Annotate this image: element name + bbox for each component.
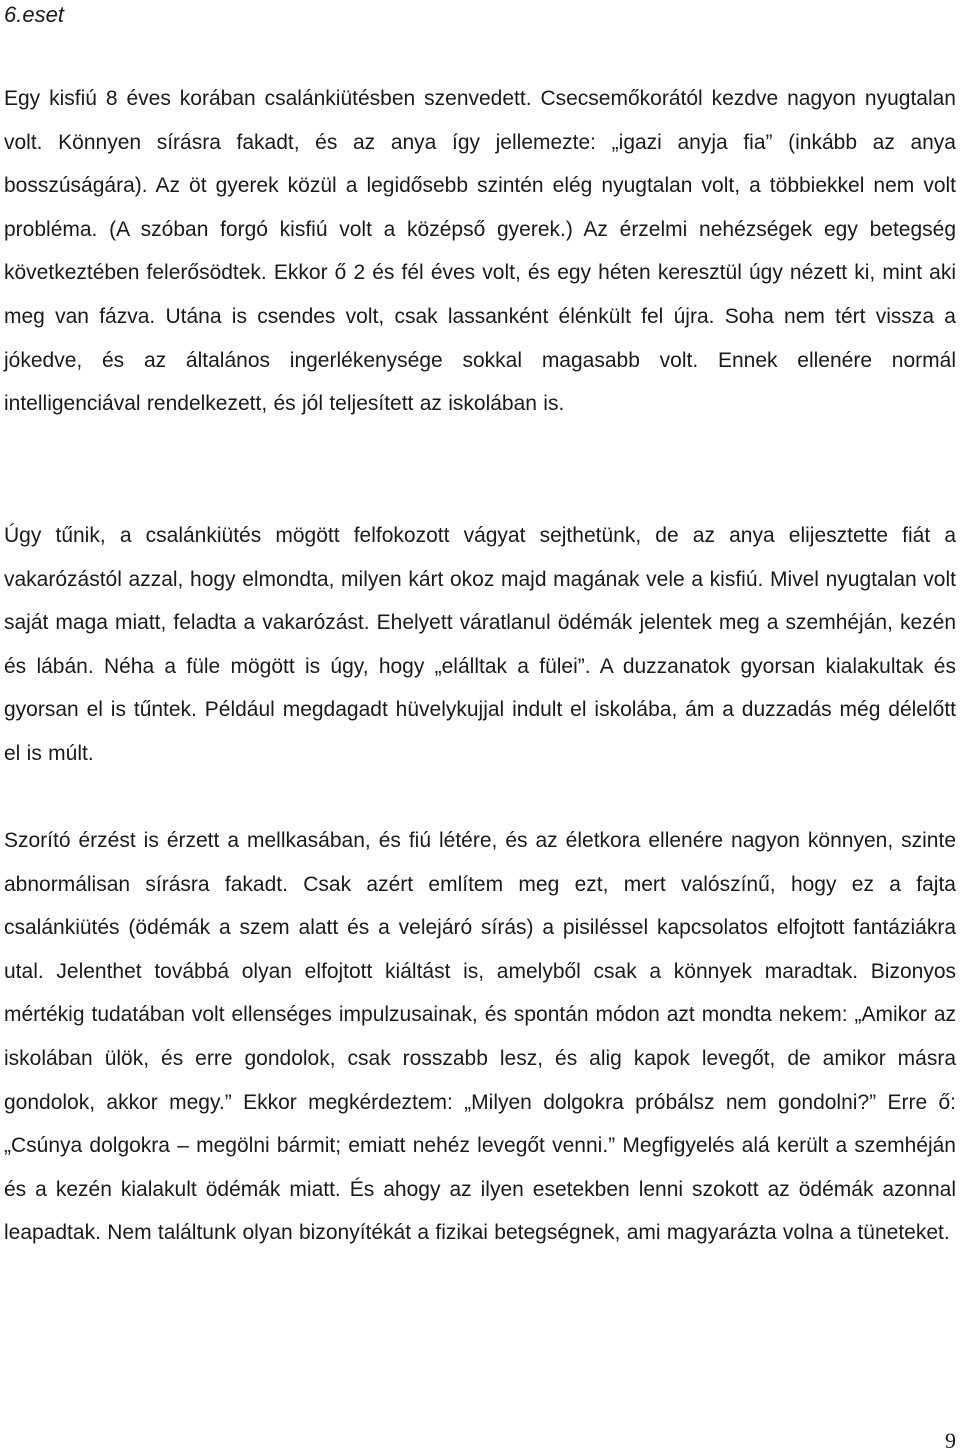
paragraph-1: Egy kisfiú 8 éves korában csalánkiütésben szenvedett. Csecsemőkorától kezdve nagyon nyugtalan volt. Könnyen sírásra fakadt, és az anya így jellemezte: „igazi anyja fia” (inkább az anya bosszúságára). Az öt gyerek közül a legidősebb szintén elég nyugtalan volt, a többiekkel nem volt probléma. (A szóban forgó kisfiú volt a középső gyerek.) Az érzelmi nehézségek egy betegség következtében felerősödtek. Ekkor ő 2 és fél éves volt, és egy héten keresztül úgy nézett ki, mint aki meg van fázva. Utána is csendes volt, csak lassanként élénkült fel újra. Soha nem tért vissza a jókedve, és az általános ingerlékenysége sokkal magasabb volt. Ennek ellenére normál intelligenciával rendelkezett, és jól teljesített az iskolában is. [4, 87, 956, 416]
page-number: 9 [945, 1428, 956, 1453]
paragraph-2: Úgy tűnik, a csalánkiütés mögött felfokozott vágyat sejthetünk, de az anya elijesztette fiát a vakarózástól azzal, hogy elmondta, milyen kárt okoz majd magának vele a kisfiú. Mivel nyugtalan volt saját maga miatt, feladta a vakarózást. Ehelyett váratlanul ödémák jelentek meg a szemhéján, kezén és lábán. Néha a füle mögött is úgy, hogy „elálltak a fülei”. A duzzanatok gyorsan kialakultak és gyorsan el is tűntek. Például megdagadt hüvelykujjal indult el iskolába, ám a duzzadás még délelőtt el is múlt. [4, 524, 956, 765]
paragraph-3: Szorító érzést is érzett a mellkasában, és fiú létére, és az életkora ellenére nagyon könnyen, szinte abnormálisan sírásra fakadt. Csak azért említem meg ezt, mert valószínű, hogy ez a fajta csalánkiütés (ödémák a szem alatt és a velejáró sírás) a pisiléssel kapcsolatos elfojtott fantáziákra utal. Jelenthet továbbá olyan elfojtott kiáltást is, amelyből csak a könnyek maradtak. Bizonyos mértékig tudatában volt ellenséges impulzusainak, és spontán módon azt mondta nekem: „Amikor az iskolában ülök, és erre gondolok, csak rosszabb lesz, és alig kapok levegőt, de amikor másra gondolok, akkor megy.” Ekkor megkérdeztem: „Milyen dolgokra próbálsz nem gondolni?” Erre ő: „Csúnya dolgokra – megölni bármit; emiatt nehéz levegőt venni.” Megfigyelés alá került a szemhéján és a kezén kialakult ödémák miatt. És ahogy az ilyen esetekben lenni szokott az ödémák azonnal leapadtak. Nem találtunk olyan bizonyítékát a fizikai betegségnek, ami magyarázta volna a tüneteket. [4, 829, 956, 1245]
case-heading: 6.eset [4, 2, 64, 27]
